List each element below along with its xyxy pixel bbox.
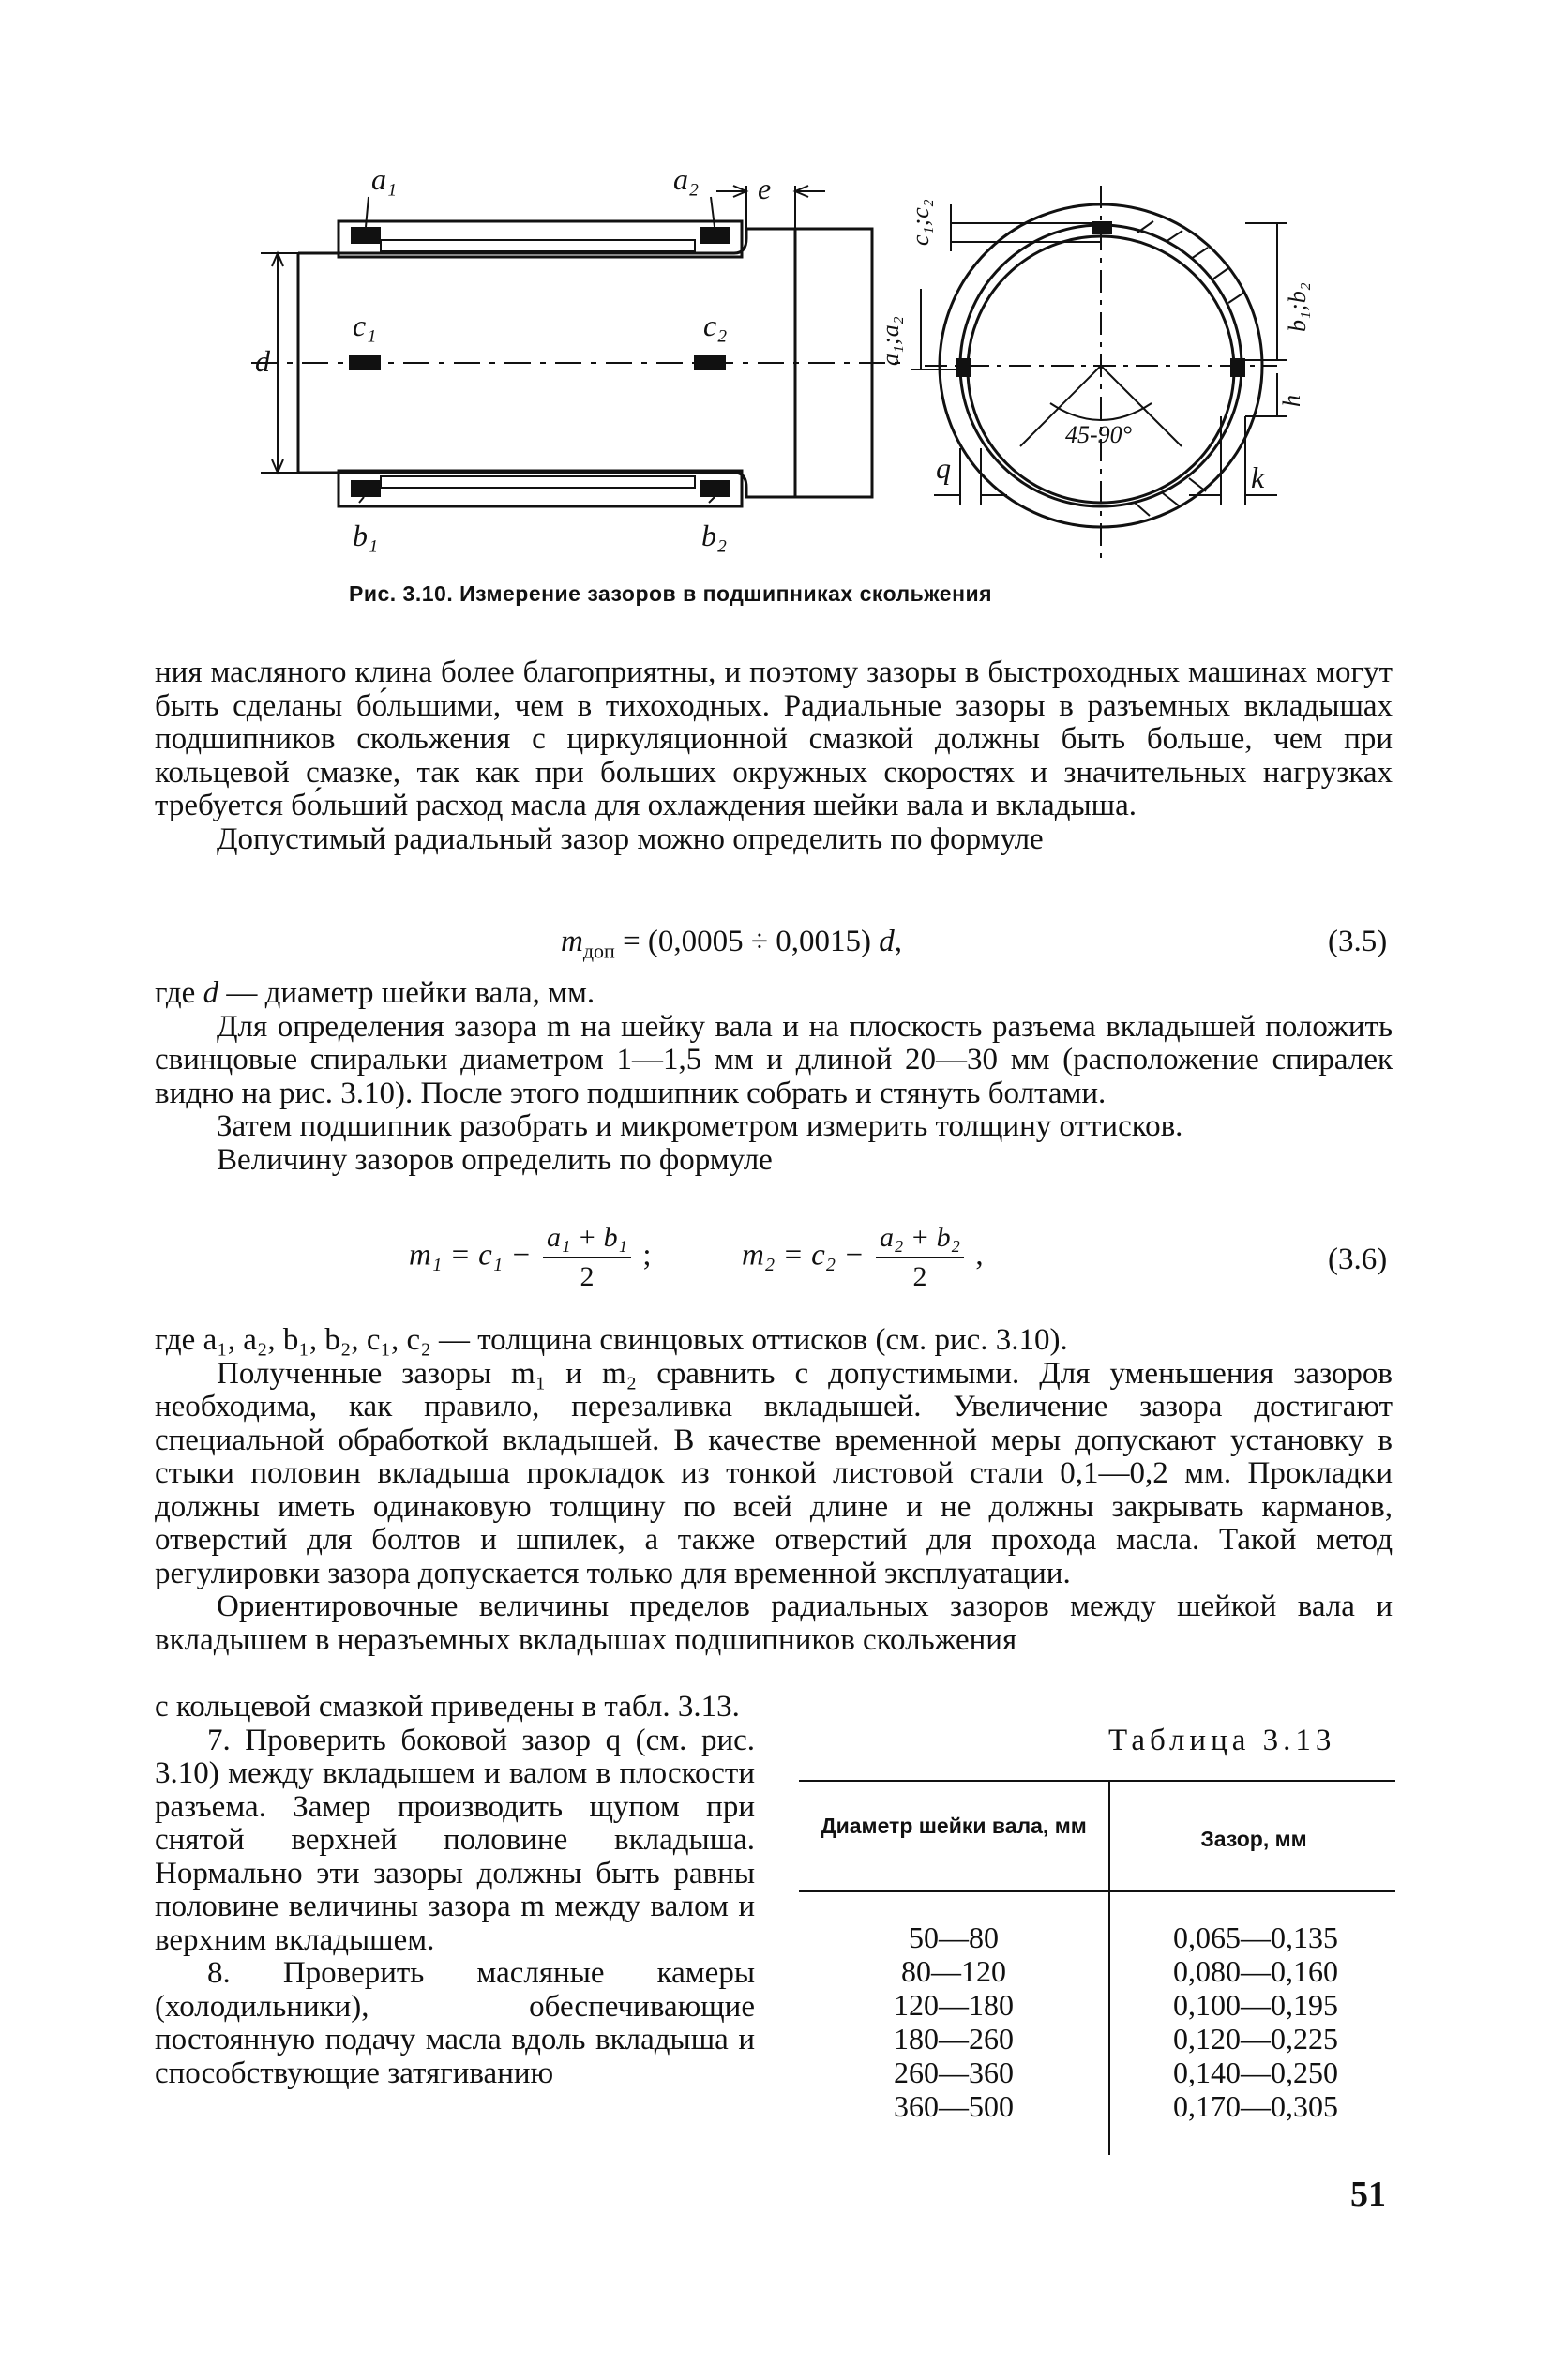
table-cell: 50—80 (909, 1921, 999, 1954)
table-cell: 0,140—0,250 (1173, 2056, 1338, 2089)
label-c1: c₁ (353, 309, 377, 342)
table-rule (799, 1780, 1395, 1782)
table-cell: 260—360 (894, 2056, 1014, 2089)
formula-3-6: m₁ = c₁ − $\frac{\text{a₁ + b₁}}{2}$ ; m₂ = c₂ − $\frac{\text{a₂ + b₂}}{2}$ , (409, 1222, 984, 1292)
figure-caption: Рис. 3.10. Измерение зазоров в подшипниках скольжения (349, 581, 993, 606)
table-cell: 120—180 (894, 1988, 1014, 2022)
equation-number: (3.5) (1328, 925, 1388, 958)
label-c2: c₂ (703, 309, 728, 342)
table-header: Зазор, мм (1200, 1827, 1307, 1851)
body-text-middle (155, 977, 1393, 1177)
label-c1c2: c₁;c₂ (907, 199, 934, 246)
label-a2: a₂ (673, 162, 700, 196)
paragraph: где d — диаметр шейки вала, мм. (155, 976, 595, 1010)
left-column-text (155, 1691, 755, 2090)
table-column-clearance (1129, 1921, 1382, 2123)
label-a1a2: a₁;a₂ (877, 316, 904, 366)
table-cell: 360—500 (894, 2089, 1014, 2123)
table-caption: Таблица 3.13 (1108, 1724, 1336, 1757)
label-e: e (758, 172, 772, 205)
table-cell: 80—120 (901, 1954, 1006, 1988)
page-number: 51 (1350, 2175, 1386, 2214)
paragraph: Для определения зазора m на шейку вала и на плоскость разъема вкладышей положить свинцовые спиральки диаметром 1—1,5 мм и длиной 20—30 мм (расположение спиралек видно на рис. 3.10). После этого подшипник собрать и стянуть болтами. (155, 1009, 1393, 1110)
fraction: $\frac{\text{a₁ + b₁}}{2}$ (543, 1221, 631, 1294)
label-angle: 45-90° (1065, 421, 1133, 448)
paragraph: где a₁, a₂, b₁, b₂, c₁, c₂ — толщина свинцовых оттисков (см. рис. 3.10). (155, 1323, 1068, 1357)
table-cell: 0,100—0,195 (1173, 1988, 1338, 2022)
label-d: d (255, 344, 270, 378)
label-b1: b₁ (353, 519, 379, 552)
figure-drawing (251, 148, 1377, 568)
figure-bearing-clearance (251, 148, 1377, 568)
label-h: h (1278, 395, 1305, 407)
paragraph: Полученные зазоры m₁ и m₂ сравнить с допустимыми. Для уменьшения зазоров необходима, как правило, перезаливка вкладышей. Увеличение зазора достигают специальной обработкой вкладышей. В качестве временной меры допускают установку в стыки половин вкладыша прокладок из тонкой листовой стали 0,1—0,2 мм. Прокладки должны иметь одинаковую толщину по всей длине и не должны закрывать карманов, отверстий для болтов и шпилек, а также отверстий для прохода масла. Такой метод регулировки зазора допускается только для временной эксплуатации. (155, 1356, 1393, 1590)
table-cell: 180—260 (894, 2022, 1014, 2056)
impression-c1 (349, 355, 381, 370)
impression-a1 (351, 227, 381, 244)
list-item: 8. Проверить масляные камеры (холодильники), обеспечивающие постоянную подачу масла вдоль вкладыша и способствующие затягиванию (155, 1956, 755, 2090)
table-column-diameter (827, 1921, 1080, 2123)
table-cell: 0,080—0,160 (1173, 1954, 1338, 1988)
paragraph: Ориентировочные величины пределов радиальных зазоров между шейкой вала и вкладышем в неразъемных вкладышах подшипников скольжения (155, 1589, 1393, 1657)
label-a1: a₁ (371, 162, 398, 196)
paragraph: Величину зазоров определить по формуле (217, 1142, 773, 1177)
table-cell: 0,120—0,225 (1173, 2022, 1338, 2056)
impression-b1 (351, 480, 381, 497)
impression-c2 (694, 355, 726, 370)
label-q: q (936, 451, 951, 485)
paragraph: с кольцевой смазкой приведены в табл. 3.13. (155, 1690, 740, 1724)
paragraph: Затем подшипник разобрать и микрометром измерить толщину оттисков. (217, 1109, 1183, 1143)
table-header: Диаметр шейки вала, мм (821, 1814, 1087, 1838)
body-text-lower (155, 1324, 1393, 1657)
table-rule (1108, 1780, 1110, 2155)
table-cell: 0,065—0,135 (1173, 1921, 1338, 1954)
label-b2: b₂ (701, 519, 728, 552)
paragraph: ния масляного клина более благоприятны, и поэтому зазоры в быстроходных машинах могут быть сделаны бо́льшими, чем в тихоходных. Радиальные зазоры в разъемных вкладышах подшипников скольжения с циркуляционной смазкой должны быть больше, чем при кольцевой смазке, так как при больших окружных скоростях и значительных нагрузках требуется бо́льший расход масла для охлаждения шейки вала и вкладыша. (155, 655, 1393, 822)
impression-b2 (700, 480, 730, 497)
body-text-top (155, 656, 1393, 856)
table-cell: 0,170—0,305 (1173, 2089, 1338, 2123)
table-3-13 (799, 1780, 1395, 2164)
list-item: 7. Проверить боковой зазор q (см. рис. 3.10) между вкладышем и валом в плоскости разъема. Замер производить щупом при снятой верхней половине вкладыша. Нормально эти зазоры должны быть равны половине величины зазора m между валом и верхним вкладышем. (155, 1723, 755, 1957)
formula-3-5: $m_{доп} = (0,0005 \div 0,0015)$ d, (561, 925, 903, 963)
impression-a2 (700, 227, 730, 244)
label-b1b2: b₁;b₂ (1284, 282, 1311, 332)
paragraph: Допустимый радиальный зазор можно определить по формуле (217, 821, 1044, 856)
equation-number: (3.6) (1328, 1243, 1388, 1276)
label-k: k (1251, 460, 1265, 494)
fraction: $\frac{\text{a₂ + b₂}}{2}$ (876, 1221, 964, 1294)
table-rule (799, 1890, 1395, 1892)
